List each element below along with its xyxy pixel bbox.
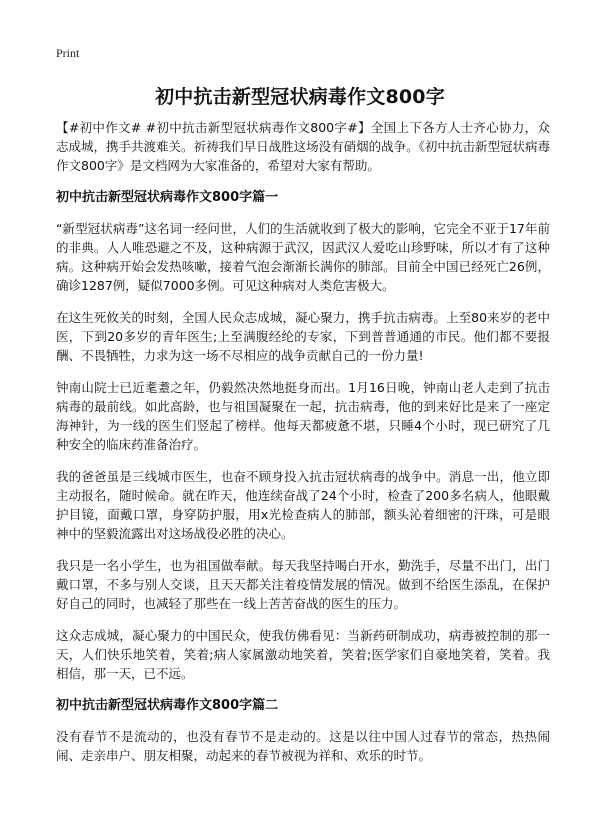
page-title: 初中抗击新型冠状病毒作文800字 bbox=[155, 86, 445, 108]
article-body bbox=[56, 118, 550, 778]
intro-paragraph: 【#初中作文# #初中抗击新型冠状病毒作文800字#】全国上下各方人士齐心协力，众志成城，携手共渡难关。祈祷我们早日战胜这场没有硝烟的战争。《初中抗击新型冠状病毒作文800字》是文档网为大家准备的，希望对大家有帮助。 bbox=[56, 120, 550, 173]
paragraph: 在这生死攸关的时刻，全国人民众志成城，凝心聚力，携手抗击病毒。上至80来岁的老中医，下到20多岁的青年医生;上至满腹经纶的专家，下到普普通通的市民。他们都不要报酬、不畏牺牲，力求为这一场不尽相应的战争贡献自己的一份力量! bbox=[56, 310, 550, 363]
print-link[interactable]: Print bbox=[56, 46, 80, 60]
paragraph: 没有春节不是流动的，也没有春节不是走动的。这是以往中国人过春节的常态，热热闹闹、走亲串户、朋友相聚，动起来的春节被视为祥和、欢乐的时节。 bbox=[56, 729, 550, 763]
paragraph: 这众志成城，凝心聚力的中国民众，使我仿佛看见：当新药研制成功，病毒被控制的那一天，人们快乐地笑着，笑着;病人家属激动地笑着，笑着;医学家们自豪地笑着，笑着。我相信，那一天，已不远。 bbox=[56, 628, 550, 681]
paragraph: “新型冠状病毒”这名词一经问世，人们的生活就收到了极大的影响，它完全不亚于17年前的非典。人人唯恐避之不及，这种病源于武汉，因武汉人爱吃山珍野味，所以才有了这种病。这种病开始会发热咳嗽，接着气泡会渐渐长满你的肺部。目前全中国已经死亡26例，确诊1287例，疑似7000多例。可见这种病对人类危害极大。 bbox=[56, 221, 550, 293]
paragraph: 我只是一名小学生，也为祖国做奉献。每天我坚持喝白开水，勤洗手，尽量不出门，出门戴口罩，不多与别人交谈，且天天都关注着疫情发展的情况。做到不给医生添乱，在保护好自己的同时，也减轻了那些在一线上苦苦奋战的医生的压力。 bbox=[56, 558, 550, 611]
paragraph: 钟南山院士已近耄耋之年，仍毅然决然地挺身而出。1月16日晚，钟南山老人走到了抗击病毒的最前线。如此高龄，也与祖国凝聚在一起，抗击病毒，他的到来好比是来了一座定海神针，为一线的医生们竖起了榜样。他每天都疲惫不堪，只睡4个小时，现已研究了几种安全的临床药准备治疗。 bbox=[56, 380, 550, 452]
paragraph: 我的爸爸虽是三线城市医生，也奋不顾身投入抗击冠状病毒的战争中。消息一出，他立即主动报名，随时候命。就在昨天，他连续奋战了24个小时，检查了200多名病人，他眼戴护目镜，面戴口罩，身穿防护服，用x光检查病人的肺部，额头沁着细密的汗珠，可是眼神中的坚毅流露出对这场战役必胜的决心。 bbox=[56, 469, 550, 541]
section-heading-2: 初中抗击新型冠状病毒作文800字篇二 bbox=[56, 698, 279, 713]
section-heading-1: 初中抗击新型冠状病毒作文800字篇一 bbox=[56, 190, 279, 205]
